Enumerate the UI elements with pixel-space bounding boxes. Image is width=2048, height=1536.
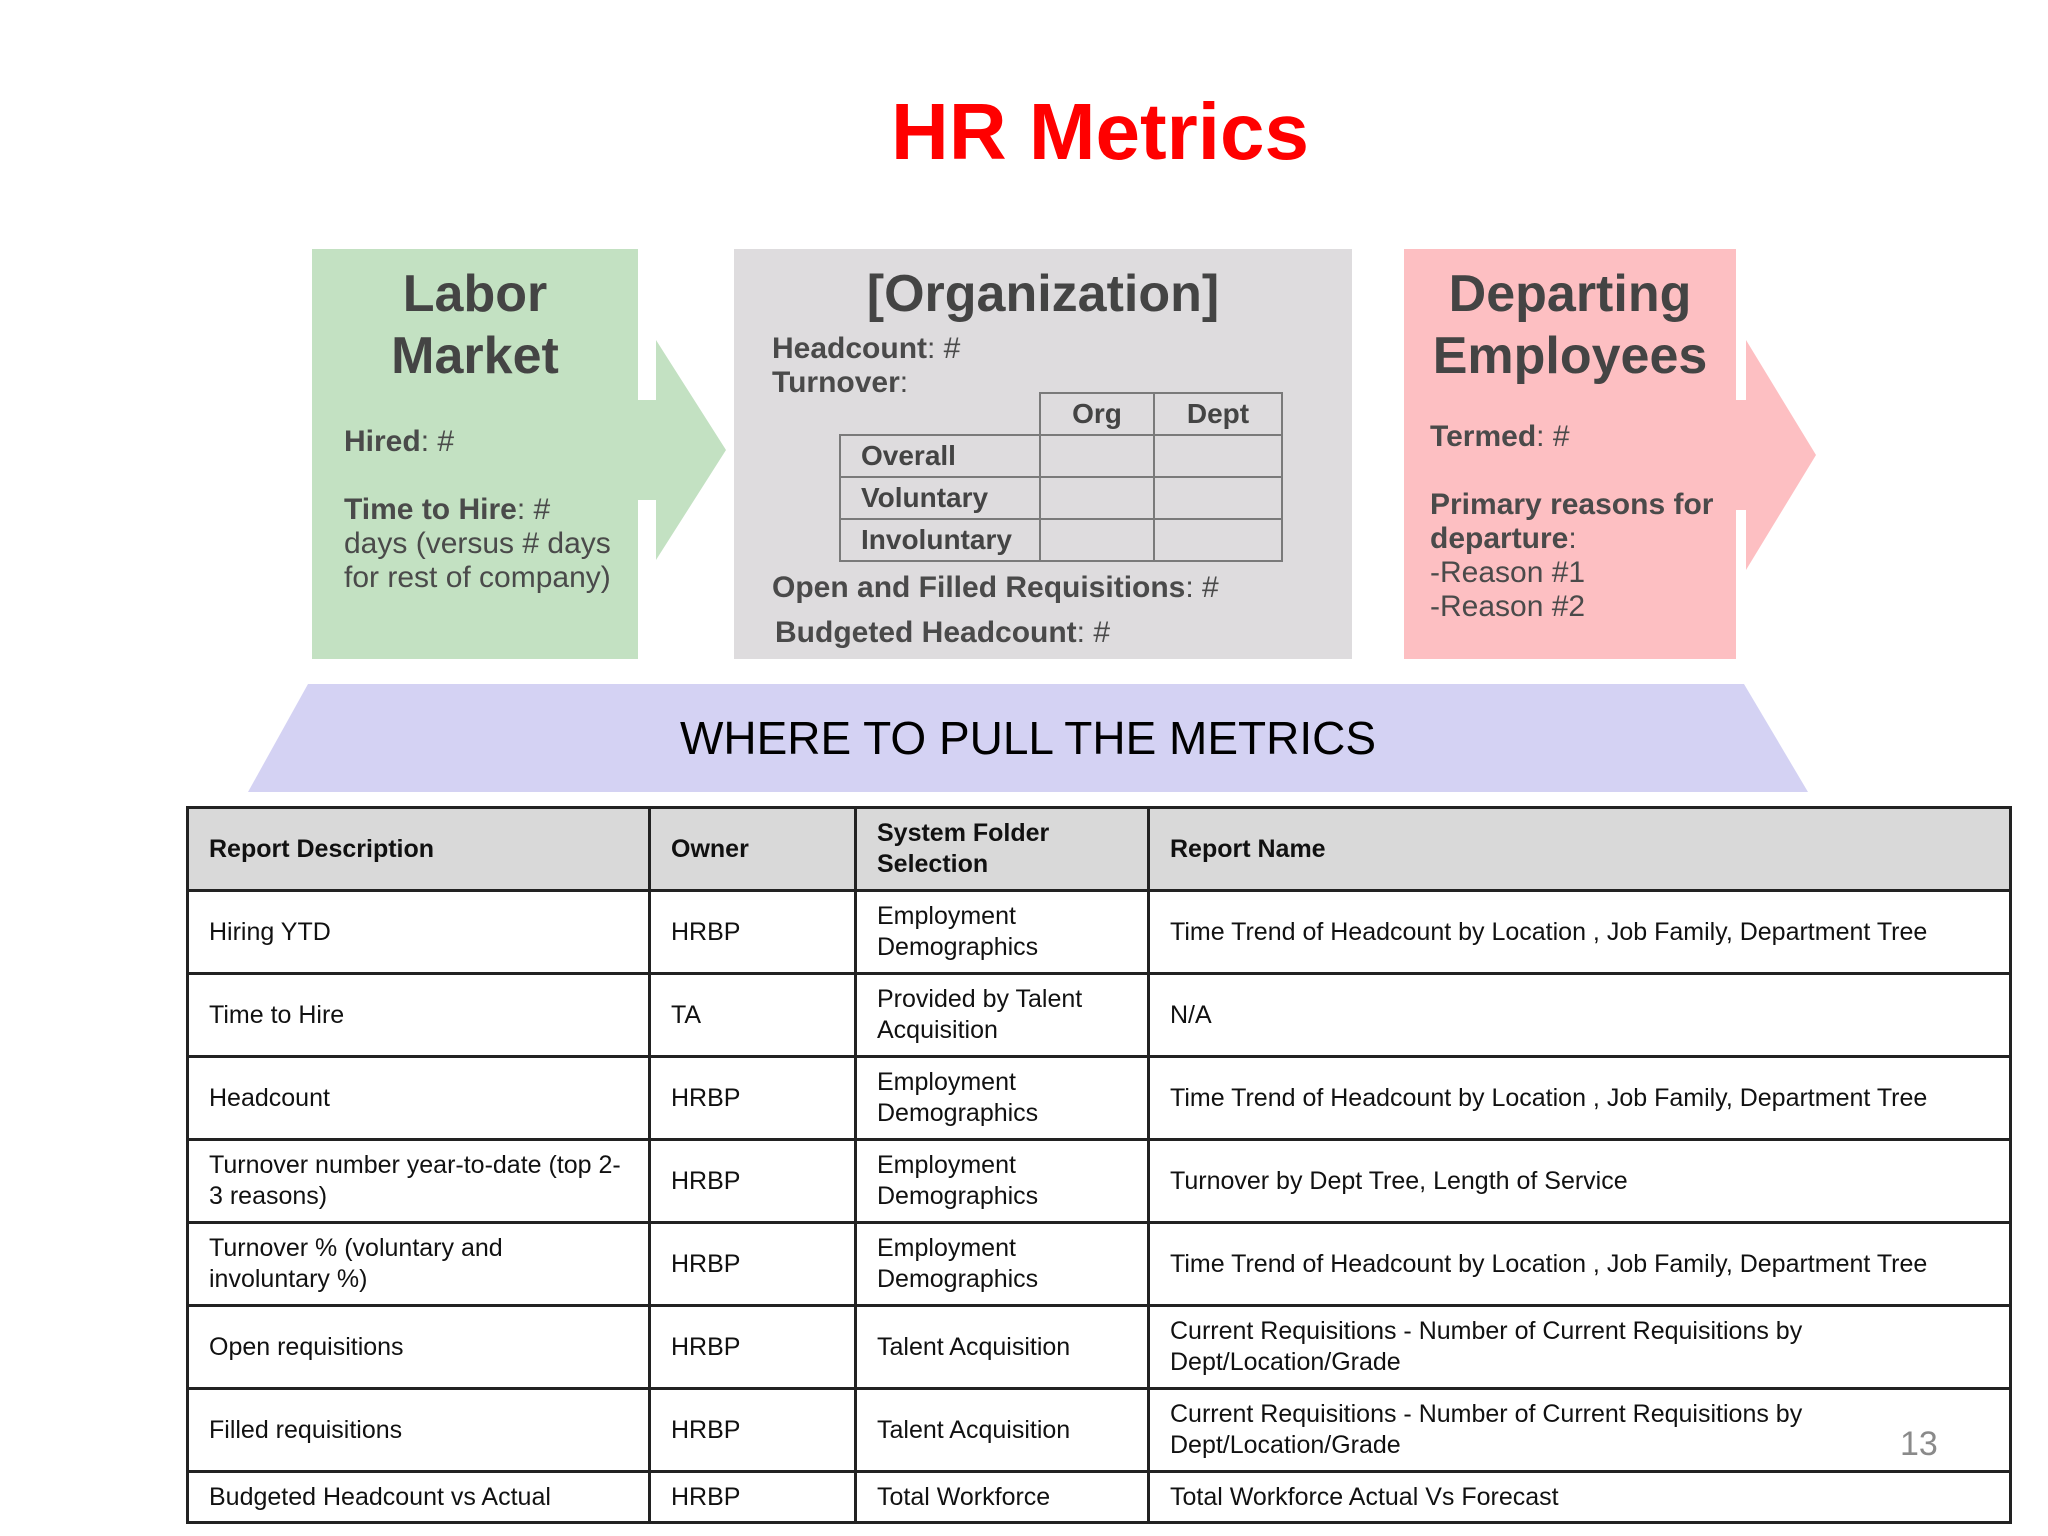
cell-description: Time to Hire	[188, 974, 650, 1057]
cell-description: Budgeted Headcount vs Actual	[188, 1472, 650, 1523]
grid-cell	[1039, 476, 1155, 520]
grid-cell	[1039, 434, 1155, 478]
departure-reasons: Primary reasons for departure: -Reason #1 -Reason #2	[1430, 488, 1714, 623]
labor-market-panel	[312, 249, 638, 659]
grid-cell	[1153, 518, 1283, 562]
cell-owner: HRBP	[650, 1057, 856, 1140]
grid-row-involuntary: Involuntary	[839, 518, 1041, 562]
cell-folder: Total Workforce	[856, 1472, 1149, 1523]
grid-header-dept: Dept	[1153, 392, 1283, 436]
grid-cell	[1153, 434, 1283, 478]
metrics-banner-text: WHERE TO PULL THE METRICS	[679, 712, 1377, 764]
turnover-metric: Turnover:	[772, 366, 909, 399]
cell-description: Turnover number year-to-date (top 2-3 reasons)	[188, 1140, 650, 1223]
cell-report: Time Trend of Headcount by Location , Job Family, Department Tree	[1149, 1223, 2011, 1306]
table-row	[188, 1223, 2011, 1306]
table-row	[188, 1389, 2011, 1472]
cell-description: Hiring YTD	[188, 891, 650, 974]
grid-header-org: Org	[1039, 392, 1155, 436]
grid-row-overall: Overall	[839, 434, 1041, 478]
labor-market-title: Labor Market	[391, 265, 559, 385]
header-owner: Owner	[650, 808, 856, 891]
page-number: 13	[1900, 1425, 1938, 1463]
cell-report: Time Trend of Headcount by Location , Job Family, Department Tree	[1149, 891, 2011, 974]
cell-folder: Talent Acquisition	[856, 1389, 1149, 1472]
header-report-description: Report Description	[188, 808, 650, 891]
table-row	[188, 1472, 2011, 1523]
cell-folder: Employment Demographics	[856, 1223, 1149, 1306]
cell-owner: HRBP	[650, 1140, 856, 1223]
cell-owner: TA	[650, 974, 856, 1057]
cell-description: Headcount	[188, 1057, 650, 1140]
cell-owner: HRBP	[650, 891, 856, 974]
requisitions-metric: Open and Filled Requisitions: #	[772, 571, 1219, 604]
cell-report: Current Requisitions - Number of Current Requisitions by Dept/Location/Grade	[1149, 1306, 2011, 1389]
page-title: HR Metrics	[891, 87, 1309, 176]
cell-folder: Employment Demographics	[856, 1140, 1149, 1223]
cell-owner: HRBP	[650, 1223, 856, 1306]
table-row	[188, 1140, 2011, 1223]
cell-folder: Provided by Talent Acquisition	[856, 974, 1149, 1057]
cell-owner: HRBP	[650, 1306, 856, 1389]
header-system-folder: System Folder Selection	[856, 808, 1149, 891]
cell-report: Current Requisitions - Number of Current Requisitions by Dept/Location/Grade	[1149, 1389, 2011, 1472]
header-report-name: Report Name	[1149, 808, 2011, 891]
cell-description: Filled requisitions	[188, 1389, 650, 1472]
cell-owner: HRBP	[650, 1472, 856, 1523]
grid-cell	[1039, 518, 1155, 562]
termed-metric: Termed: #	[1430, 420, 1570, 453]
grid-row-voluntary: Voluntary	[839, 476, 1041, 520]
cell-report: Turnover by Dept Tree, Length of Service	[1149, 1140, 2011, 1223]
hired-metric: Hired: #	[344, 425, 455, 458]
cell-report: Time Trend of Headcount by Location , Job Family, Department Tree	[1149, 1057, 2011, 1140]
headcount-metric: Headcount: #	[772, 332, 961, 365]
grid-cell	[1153, 476, 1283, 520]
table-header-row	[188, 808, 2011, 891]
time-to-hire-metric: Time to Hire: # days (versus # days for rest of company)	[344, 493, 611, 594]
cell-description: Open requisitions	[188, 1306, 650, 1389]
organization-title: [Organization]	[866, 265, 1220, 323]
cell-owner: HRBP	[650, 1389, 856, 1472]
table-row	[188, 974, 2011, 1057]
departing-employees-title: Departing Employees	[1432, 265, 1708, 385]
cell-report: Total Workforce Actual Vs Forecast	[1149, 1472, 2011, 1523]
cell-description: Turnover % (voluntary and involuntary %)	[188, 1223, 650, 1306]
organization-panel	[734, 249, 1352, 659]
table-row	[188, 1306, 2011, 1389]
cell-report: N/A	[1149, 974, 2011, 1057]
cell-folder: Employment Demographics	[856, 1057, 1149, 1140]
table-row	[188, 1057, 2011, 1140]
departing-employees-panel	[1404, 249, 1736, 659]
metrics-table	[186, 806, 2012, 1524]
turnover-grid	[839, 392, 1289, 562]
cell-folder: Employment Demographics	[856, 891, 1149, 974]
cell-folder: Talent Acquisition	[856, 1306, 1149, 1389]
table-row	[188, 891, 2011, 974]
budgeted-headcount-metric: Budgeted Headcount: #	[775, 616, 1111, 649]
